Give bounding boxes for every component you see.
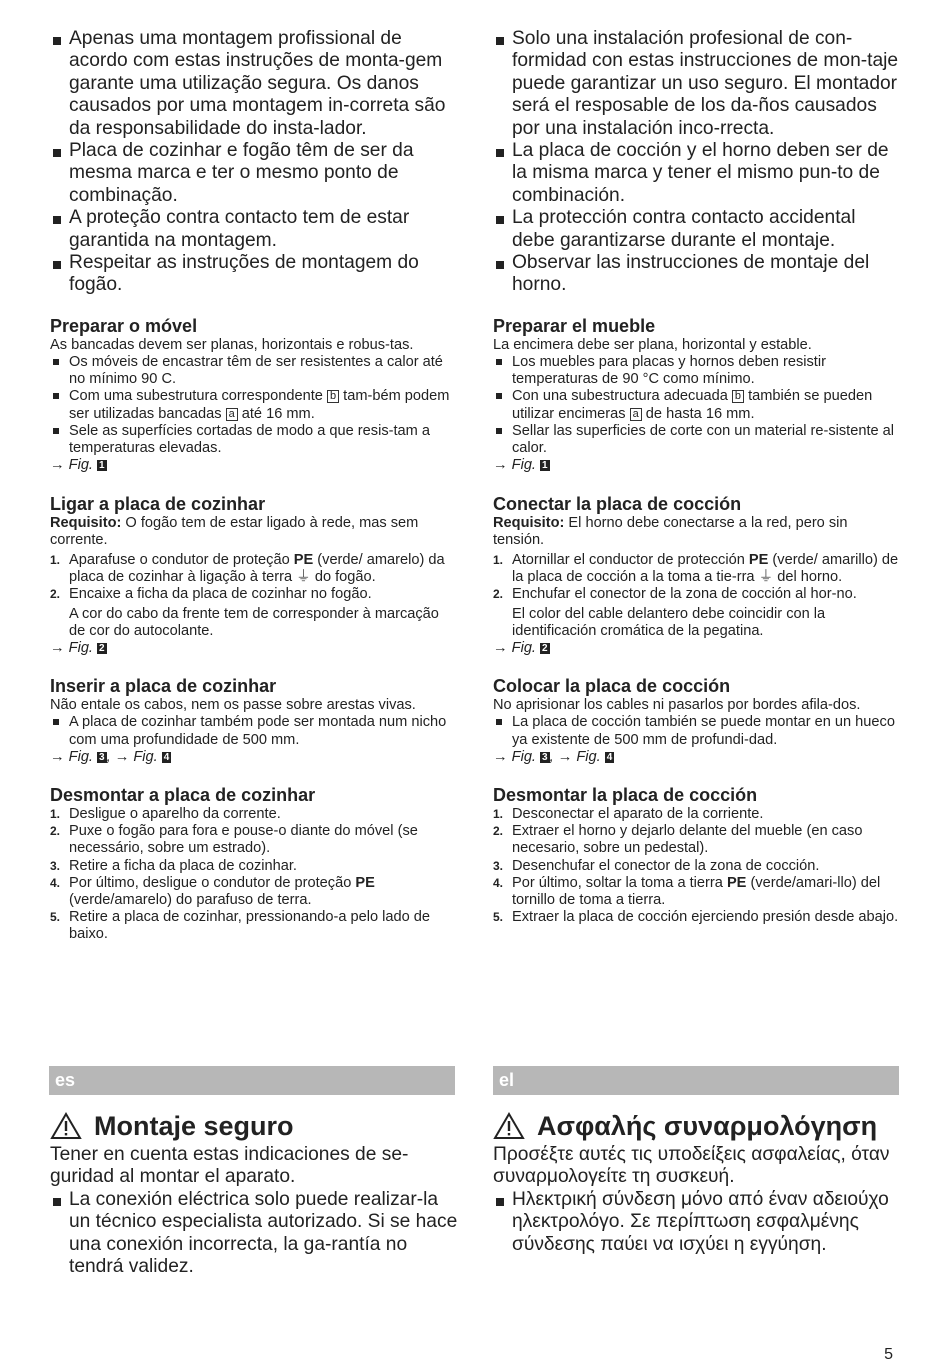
list-item [493, 388, 901, 422]
list-item: Los muebles para placas y hornos deben resistir temperaturas de 90 °C como mínimo. [493, 354, 901, 388]
text: Enchufar el conector de la zona de cocción al hor-no. [512, 586, 857, 603]
arrow-icon: → [50, 457, 65, 474]
fig-label: Fig. [511, 457, 536, 474]
safety-section-es [50, 1110, 458, 1278]
paragraph: Προσέξτε αυτές τις υποδείξεις ασφαλείας, όταν συναρμολογείτε τη συσκευή. [493, 1144, 890, 1188]
figure-reference [493, 640, 901, 657]
text: O fogão tem de estar ligado à rede, mas sem corrente. [50, 514, 419, 548]
safety-title: Montaje seguro [94, 1111, 294, 1141]
section-connect [493, 494, 901, 658]
list-item [50, 388, 458, 422]
list-item: Solo una instalación profesional de con-formidad con estas instrucciones de mon-taje puede garantizar un uso seguro. El montador será el resposable de los da-ños causados por una instalación inco-rrecta. [493, 28, 901, 140]
step-number: 3. [50, 858, 61, 873]
text: Desligue o aparelho da corrente. [69, 805, 281, 822]
fig-number: 3 [542, 751, 548, 763]
section-insert [50, 676, 458, 766]
text: até 16 mm. [241, 405, 315, 422]
figure-reference [50, 640, 458, 657]
step-number: 5. [493, 910, 504, 925]
list-item: Apenas uma montagem profissional de acordo com estas instruções de monta-gem garante uma utilização segura. Os danos causados por uma montagem in-correta são da responsabilidade do insta-lador. [50, 28, 458, 140]
arrow-icon: → [493, 639, 508, 656]
warning-icon [50, 1112, 82, 1140]
figure-reference [493, 749, 901, 766]
arrow-icon: → [114, 748, 130, 765]
text: Por último, soltar la toma a tierra [512, 874, 723, 891]
step-item [50, 875, 458, 909]
text: (verde/amari-llo) del tornillo de toma a tierra. [512, 874, 881, 908]
fig-number: 1 [99, 460, 105, 472]
list-item: Respeitar as instruções de montagem do fogão. [50, 252, 458, 297]
step-item [50, 586, 458, 603]
figure-reference [50, 749, 458, 766]
step-item [493, 875, 901, 909]
text: Retire a placa de cozinhar, pressionando-a pelo lado de baixo. [69, 909, 431, 943]
left-column [50, 28, 458, 944]
figure-reference [493, 457, 901, 474]
step-item [493, 552, 901, 586]
list-item: La placa de cocción también se puede montar en un hueco ya existente de 500 mm de profundi-dad. [493, 714, 901, 748]
section-connect [50, 494, 458, 658]
fig-number: 1 [542, 460, 548, 472]
ground-icon: ⏚ [758, 569, 774, 586]
text: Extraer la placa de cocción ejerciendo presión desde abajo. [512, 909, 899, 926]
step-number: 3. [493, 858, 504, 873]
safety-heading [493, 1110, 901, 1142]
list-item: Placa de cozinhar e fogão têm de ser da mesma marca e ter o mesmo ponto de combinação. [50, 140, 458, 207]
paragraph: As bancadas devem ser planas, horizontais e robus-tas. [50, 336, 414, 353]
marker-b: b [732, 390, 744, 403]
list-item: La placa de cocción y el horno deben ser de la misma marca y tener el mismo pun-to de combinación. [493, 140, 901, 207]
ground-icon: ⏚ [296, 569, 311, 586]
marker-b: b [327, 390, 339, 403]
requirement-label: Requisito: [50, 514, 122, 531]
paragraph: La encimera debe ser plana, horizontal y estable. [493, 336, 812, 353]
text: Retire a ficha da placa de cozinhar. [69, 857, 297, 874]
page-number: 5 [884, 1346, 893, 1363]
list-item: Sele as superfícies cortadas de modo a que resis-tam a temperaturas elevadas. [50, 423, 458, 457]
step-number: 4. [493, 875, 504, 890]
step-item [493, 823, 901, 857]
arrow-icon: → [493, 748, 508, 765]
section-title: Conectar la placa de cocción [493, 493, 742, 514]
pe-label: PE [355, 874, 375, 891]
paragraph: Tener en cuenta estas indicaciones de se-guridad al montar el aparato. [50, 1144, 409, 1188]
safety-section-el [493, 1110, 901, 1256]
text: Desenchufar el conector de la zona de cocción. [512, 857, 820, 874]
section-title: Desmontar a placa de cozinhar [50, 784, 316, 805]
warning-icon [493, 1112, 525, 1140]
text: Con una subestructura adecuada [512, 388, 728, 405]
arrow-icon: → [50, 639, 65, 656]
text: Desconectar el aparato de la corriente. [512, 805, 764, 822]
list-item: La protección contra contacto accidental debe garantizarse durante el montaje. [493, 207, 901, 252]
marker-a: a [630, 408, 642, 421]
text: Puxe o fogão para fora e pouse-o diante do móvel (se necessário, sobre um estrado). [69, 823, 418, 857]
text: Encaixe a ficha da placa de cozinhar no fogão. [69, 586, 372, 603]
fig-label: Fig. [68, 748, 93, 765]
text: Por último, desligue o condutor de proteção [69, 874, 352, 891]
step-number: 2. [493, 824, 504, 839]
list-item: La conexión eléctrica solo puede realizar-la un técnico especialista autorizado. Si se hace una conexión incorrecta, la ga-rantía no tendrá validez. [50, 1189, 458, 1279]
step-item [50, 909, 458, 943]
text: Extraer el horno y dejarlo delante del mueble (en caso necesario, sobre un pedestal). [512, 823, 863, 857]
fig-number: 2 [99, 642, 105, 654]
text: Aparafuse o condutor de proteção [69, 551, 290, 568]
arrow-icon: → [557, 748, 573, 765]
section-title: Ligar a placa de cozinhar [50, 493, 266, 514]
intro-bullets [50, 28, 458, 297]
step-number: 2. [493, 587, 504, 602]
fig-number: 4 [163, 751, 170, 763]
fig-label: Fig. [511, 639, 536, 656]
requirement-label: Requisito: [493, 514, 565, 531]
fig-number: 3 [99, 751, 105, 763]
text: Com uma subestrutura correspondente [69, 388, 323, 405]
fig-label: Fig. [68, 639, 93, 656]
section-remove [50, 785, 458, 944]
figure-reference [50, 457, 458, 474]
text: tam-bém podem ser utilizadas bancadas [69, 388, 450, 422]
step-item [50, 858, 458, 875]
step-number: 5. [50, 910, 61, 925]
section-title: Colocar la placa de cocción [493, 676, 731, 697]
separator: , [549, 748, 554, 765]
paragraph: Não entale os cabos, nem os passe sobre arestas vivas. [50, 697, 416, 714]
step-number: 2. [50, 587, 61, 602]
language-tab-es: es [49, 1066, 455, 1095]
list-item: Ηλεκτρική σύνδεση μόνο από έναν αδειούχο ηλεκτρολόγο. Σε περίπτωση εσφαλμένης σύνδεσης παύει να ισχύει η εγγύηση. [493, 1189, 901, 1256]
text: Atornillar el conductor de protección [512, 551, 745, 568]
pe-label: PE [726, 874, 747, 891]
text: también se pueden utilizar encimeras [512, 388, 873, 422]
text: El horno debe conectarse a la red, pero sin tensión. [493, 514, 848, 548]
step-item [493, 858, 901, 875]
fig-label: Fig. [511, 748, 536, 765]
text: (verde/amarelo) do parafuso de terra. [69, 891, 312, 908]
paragraph: No aprisionar los cables ni pasarlos por bordes afila-dos. [493, 697, 861, 714]
step-number: 1. [50, 806, 61, 821]
step-number: 1. [493, 806, 504, 821]
step-item [50, 552, 458, 586]
fig-label: Fig. [68, 457, 93, 474]
step-number: 1. [493, 552, 504, 567]
step-item [50, 823, 458, 857]
pe-label: PE [293, 551, 314, 568]
step-item [50, 806, 458, 823]
fig-number: 4 [606, 751, 613, 763]
section-title: Inserir a placa de cozinhar [50, 676, 277, 697]
paragraph [50, 515, 458, 549]
text: (verde/ amarelo) da placa de cozinhar à ligação à terra [69, 551, 445, 586]
fig-number: 2 [542, 642, 548, 654]
step-item [493, 806, 901, 823]
section-prepare [50, 316, 458, 475]
step-number: 4. [50, 875, 61, 890]
step-number: 2. [50, 824, 61, 839]
text: de hasta 16 mm. [645, 405, 755, 422]
list-item: Sellar las superficies de corte con un material re-sistente al calor. [493, 423, 901, 457]
section-title: Preparar el mueble [493, 315, 656, 336]
text: (verde/ amarillo) de la placa de cocción a la toma a tie-rra [512, 551, 899, 586]
marker-a: a [226, 408, 238, 421]
language-tab-el: el [493, 1066, 899, 1095]
section-insert [493, 676, 901, 766]
fig-label: Fig. [133, 748, 158, 765]
separator: , [106, 748, 111, 765]
section-title: Desmontar la placa de cocción [493, 784, 758, 805]
arrow-icon: → [493, 457, 508, 474]
step-item [493, 909, 901, 926]
list-item: Observar las instrucciones de montaje del horno. [493, 252, 901, 297]
paragraph [493, 515, 901, 549]
safety-title: Ασφαλής συναρμολόγηση [537, 1111, 878, 1141]
text: do fogão. [314, 569, 376, 586]
intro-bullets [493, 28, 901, 297]
step-note: El color del cable delantero debe coincidir con la identificación cromática de la pegatina. [512, 605, 826, 639]
right-column [493, 28, 901, 926]
fig-label: Fig. [576, 748, 601, 765]
list-item: Os móveis de encastrar têm de ser resistentes a calor até no mínimo 90 C. [50, 354, 458, 388]
step-item [493, 586, 901, 603]
step-note: A cor do cabo da frente tem de corresponder à marcação de cor do autocolante. [69, 605, 439, 639]
section-prepare [493, 316, 901, 475]
pe-label: PE [748, 551, 769, 568]
arrow-icon: → [50, 748, 65, 765]
safety-heading [50, 1110, 458, 1142]
step-number: 1. [50, 552, 61, 567]
list-item: A placa de cozinhar também pode ser montada num nicho com uma profundidade de 500 mm. [50, 714, 458, 748]
text: del horno. [777, 569, 843, 586]
list-item: A proteção contra contacto tem de estar garantida na montagem. [50, 207, 458, 252]
section-title: Preparar o móvel [50, 315, 198, 336]
section-remove [493, 785, 901, 926]
